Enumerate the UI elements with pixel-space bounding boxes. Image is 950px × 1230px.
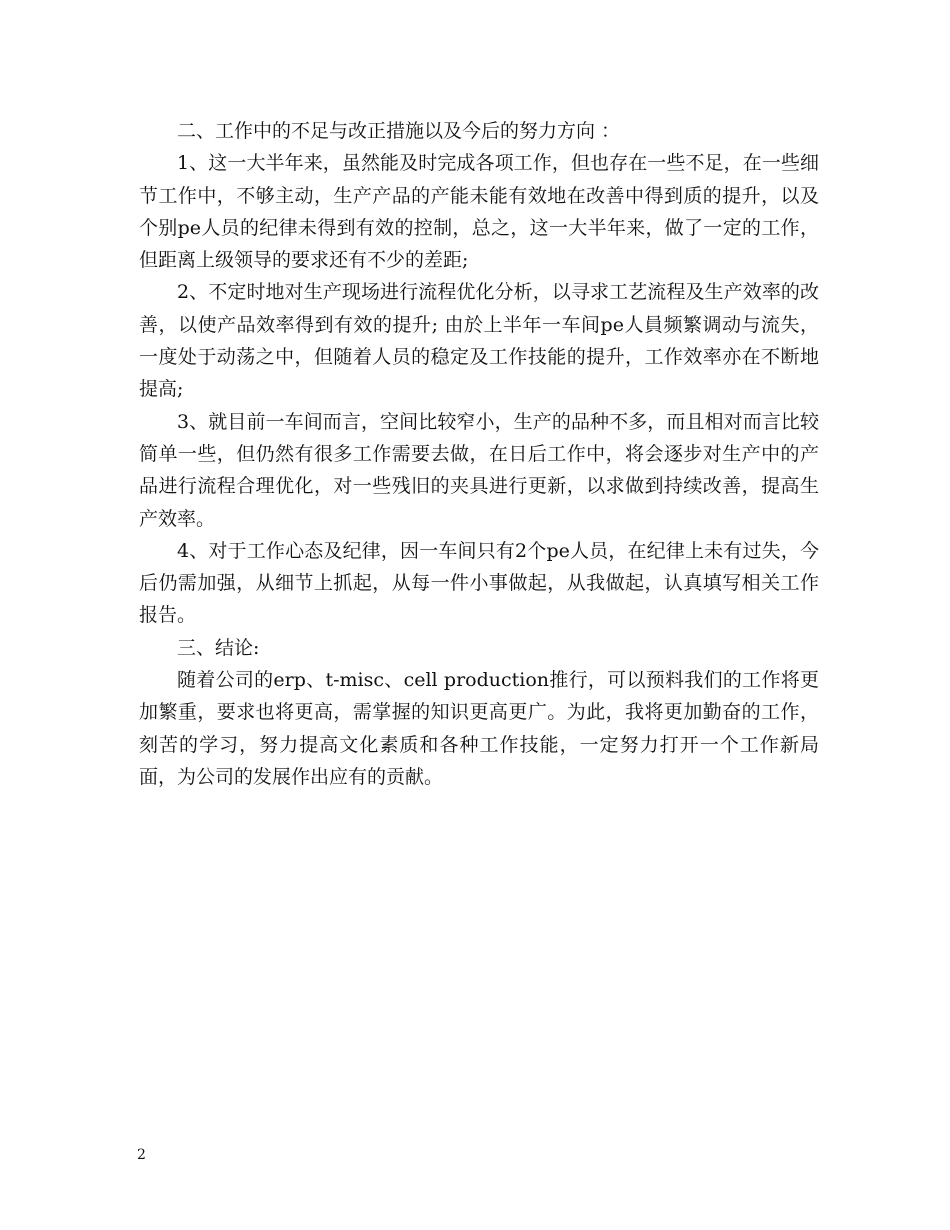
paragraph-conclusion: 随着公司的erp、t-misc、cell production推行，可以预料我们的工作将更加繁重，要求也将更高，需掌握的知识更高更广。为此，我将更加勤奋的工作，刻苦的学习，努力提高文化素质和各种工作技能，一定努力打开一个工作新局面，为公司的发展作出应有的贡献。 <box>139 669 819 788</box>
section-heading-shortcomings: 二、工作中的不足与改正措施以及今后的努力方向 ： <box>177 120 621 142</box>
page-number: 2 <box>137 1147 146 1163</box>
body-text <box>139 115 819 793</box>
paragraph-item-1: 1、这一大半年来，虽然能及时完成各项工作，但也存在一些不足，在一些细节工作中，不够主动，生产产品的产能未能有效地在改善中得到质的提升，以及个别pe人员的纪律未得到有效的控制，总之，这一大半年来，做了一定的工作，但距离上级领导的要求还有不少的差距; <box>139 152 819 272</box>
paragraph-item-4: 4、对于工作心态及纪律，因一车间只有2个pe人员，在纪律上未有过失，今后仍需加强，从细节上抓起，从每一件小事做起，从我做起，认真填写相关工作报告。 <box>139 539 819 627</box>
paragraph-item-2: 2、不定时地对生产现场进行流程优化分析，以寻求工艺流程及生产效率的改善，以使产品效率得到有效的提升; 由於上半年一车间pe人員频繁调动与流失，一度处于动荡之中，但随着人员的稳定及工作技能的提升，工作效率亦在不断地提高; <box>139 281 819 401</box>
paragraph-item-3: 3、就目前一车间而言，空间比较窄小，生产的品种不多，而且相对而言比较简单一些，但仍然有很多工作需要去做，在日后工作中，将会逐步对生产中的产品进行流程合理优化，对一些残旧的夹具进行更新，以求做到持续改善，提高生产效率。 <box>139 410 819 530</box>
section-heading-conclusion: 三、结论: <box>177 636 260 659</box>
